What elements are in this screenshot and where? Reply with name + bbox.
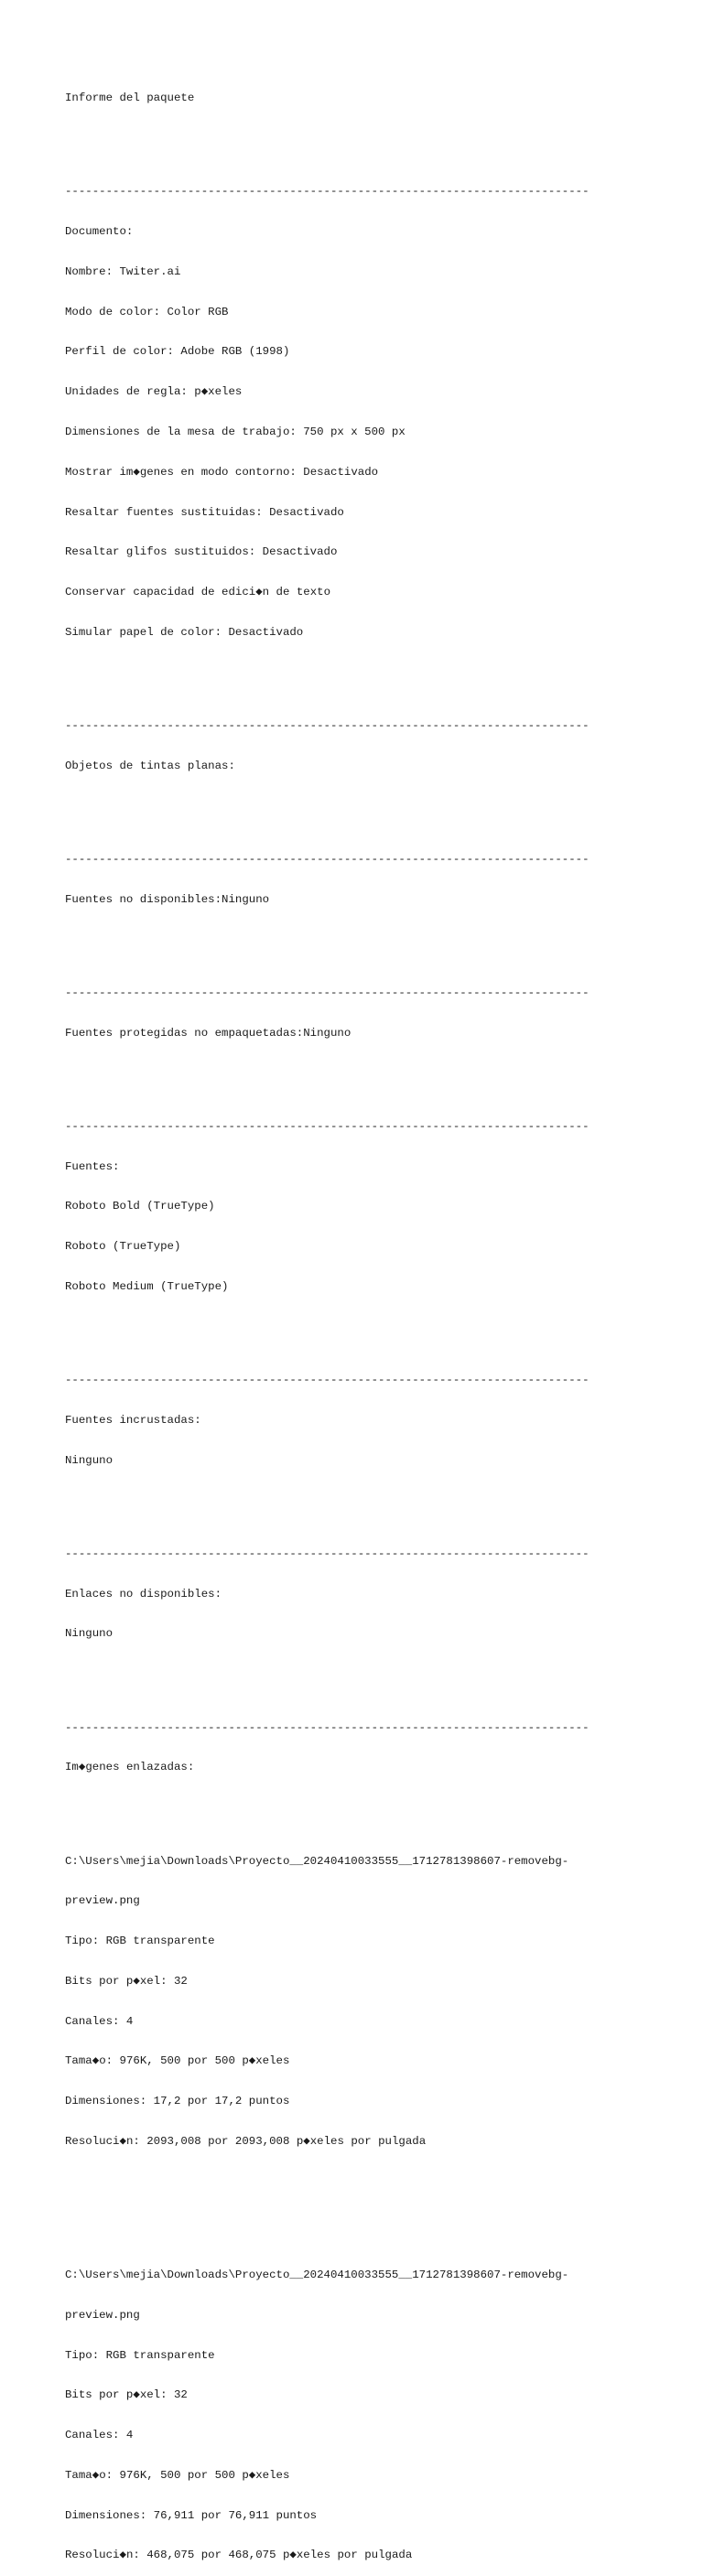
- linked-image-type: Tipo: RGB transparente: [65, 1935, 215, 1948]
- blank-line: [65, 1067, 651, 1081]
- linked-image-path-cont: preview.png: [65, 2308, 140, 2322]
- section-separator: -----------------------------------------------------------------------------: [65, 853, 589, 867]
- linked-image-channels: Canales: 4: [65, 2429, 134, 2442]
- section-heading-protected-fonts: Fuentes protegidas no empaquetadas:Ninguno: [65, 1026, 352, 1040]
- font-list-item: Roboto Bold (TrueType): [65, 1200, 215, 1213]
- section-heading-documento: Documento:: [65, 225, 134, 239]
- blank-line: [65, 2175, 651, 2189]
- linked-image-path: C:\Users\mejia\Downloads\Proyecto__20240410033555__1712781398607-removebg-: [65, 2268, 569, 2281]
- document-name-line: Nombre: Twiter.ai: [65, 264, 181, 278]
- section-separator: -----------------------------------------------------------------------------: [65, 1720, 589, 1734]
- section-separator: -----------------------------------------------------------------------------: [65, 1119, 589, 1133]
- section-heading-missing-links: Enlaces no disponibles:: [65, 1587, 222, 1601]
- outline-mode-line: Mostrar im◆genes en modo contorno: Desactivado: [65, 465, 379, 479]
- simulate-paper-line: Simular papel de color: Desactivado: [65, 625, 304, 639]
- linked-image-dimensions: Dimensiones: 17,2 por 17,2 puntos: [65, 2095, 290, 2108]
- blank-line: [65, 2215, 651, 2229]
- blank-line: [65, 1320, 651, 1334]
- color-profile-line: Perfil de color: Adobe RGB (1998): [65, 345, 290, 359]
- section-heading-embedded-fonts: Fuentes incrustadas:: [65, 1413, 201, 1427]
- blank-line: [65, 933, 651, 947]
- blank-line: [65, 800, 651, 814]
- section-separator: -----------------------------------------------------------------------------: [65, 986, 589, 999]
- font-list-item: Roboto (TrueType): [65, 1240, 181, 1254]
- linked-image-bits: Bits por p◆xel: 32: [65, 2388, 188, 2402]
- linked-image-dimensions: Dimensiones: 76,911 por 76,911 puntos: [65, 2508, 318, 2522]
- linked-image-size: Tama◆o: 976K, 500 por 500 p◆xeles: [65, 2468, 290, 2482]
- section-heading-missing-fonts: Fuentes no disponibles:Ninguno: [65, 892, 270, 906]
- blank-line: [65, 1494, 651, 1508]
- ruler-units-line: Unidades de regla: p◆xeles: [65, 385, 243, 399]
- substituted-glyphs-line: Resaltar glifos sustituidos: Desactivado: [65, 545, 338, 559]
- section-separator: -----------------------------------------------------------------------------: [65, 1374, 589, 1387]
- package-report-document: [65, 65, 651, 2576]
- section-separator: -----------------------------------------------------------------------------: [65, 185, 589, 199]
- text-editability-line: Conservar capacidad de edici◆n de texto: [65, 586, 331, 599]
- artboard-dimensions-line: Dimensiones de la mesa de trabajo: 750 px x 500 px: [65, 426, 406, 439]
- linked-image-bits: Bits por p◆xel: 32: [65, 1974, 188, 1988]
- color-mode-line: Modo de color: Color RGB: [65, 305, 229, 318]
- missing-links-value: Ninguno: [65, 1627, 114, 1641]
- linked-image-size: Tama◆o: 976K, 500 por 500 p◆xeles: [65, 2054, 290, 2068]
- linked-image-channels: Canales: 4: [65, 2014, 134, 2028]
- embedded-fonts-value: Ninguno: [65, 1453, 114, 1467]
- linked-image-type: Tipo: RGB transparente: [65, 2348, 215, 2362]
- linked-image-path-cont: preview.png: [65, 1894, 140, 1908]
- blank-line: [65, 666, 651, 680]
- section-separator: -----------------------------------------------------------------------------: [65, 719, 589, 733]
- font-list-item: Roboto Medium (TrueType): [65, 1280, 229, 1294]
- blank-line: [65, 132, 651, 146]
- section-heading-fonts: Fuentes:: [65, 1159, 120, 1173]
- report-title: Informe del paquete: [65, 92, 195, 105]
- section-heading-spot-colors: Objetos de tintas planas:: [65, 759, 235, 772]
- section-heading-linked-images: Im◆genes enlazadas:: [65, 1761, 195, 1774]
- section-separator: -----------------------------------------------------------------------------: [65, 1547, 589, 1560]
- linked-image-resolution: Resoluci◆n: 2093,008 por 2093,008 p◆xeles por pulgada: [65, 2135, 427, 2149]
- substituted-fonts-line: Resaltar fuentes sustituidas: Desactivado: [65, 505, 344, 519]
- linked-image-path: C:\Users\mejia\Downloads\Proyecto__20240410033555__1712781398607-removebg-: [65, 1854, 569, 1868]
- blank-line: [65, 1667, 651, 1681]
- linked-image-resolution: Resoluci◆n: 468,075 por 468,075 p◆xeles por pulgada: [65, 2549, 413, 2562]
- blank-line: [65, 1801, 651, 1815]
